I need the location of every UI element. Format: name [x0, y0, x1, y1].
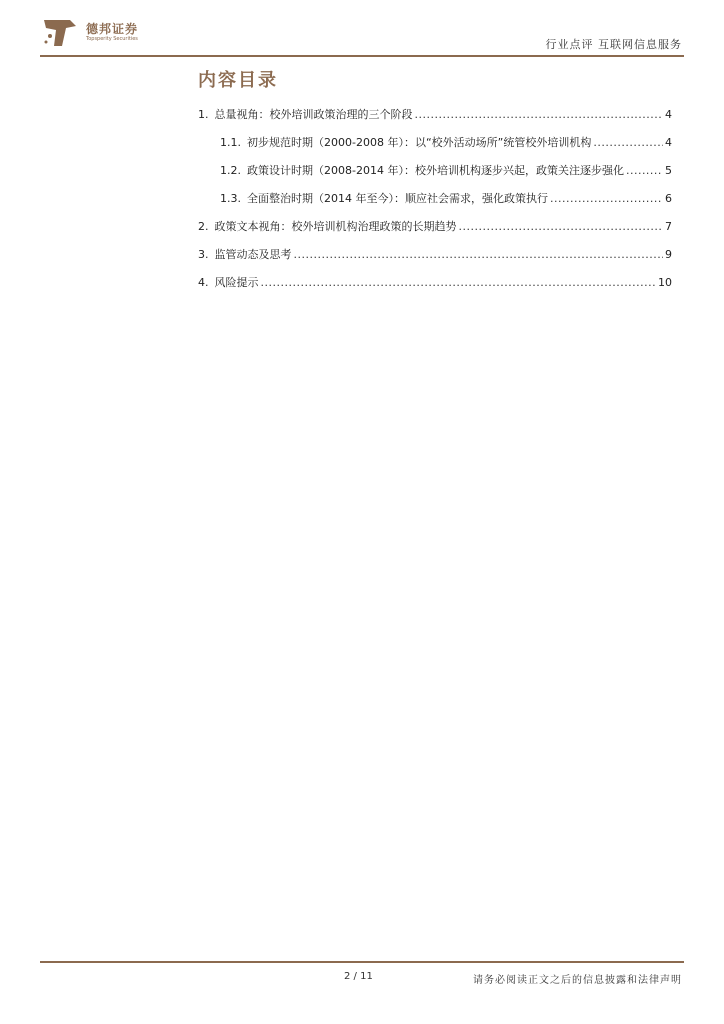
toc-entry-text: 政策设计时期（2008-2014 年）：校外培训机构逐步兴起，政策关注逐步强化 — [247, 164, 624, 177]
toc-entry-number: 2. — [198, 220, 209, 233]
company-logo-name: 德邦证券 — [86, 22, 139, 36]
toc-leader-dots — [261, 276, 657, 289]
toc-leader-dots — [459, 220, 664, 233]
toc-leader-dots — [593, 136, 663, 149]
toc-entry-3[interactable] — [198, 246, 672, 262]
toc-leader-dots — [415, 108, 664, 121]
toc-entry-page: 4 — [665, 136, 672, 149]
header-divider — [40, 55, 684, 57]
toc-entry-page: 6 — [665, 192, 672, 205]
toc-entry-page: 9 — [665, 248, 672, 261]
toc-entry-2[interactable] — [198, 218, 672, 234]
footer-divider — [40, 961, 684, 963]
toc-entry-page: 5 — [665, 164, 672, 177]
company-logo-icon — [40, 16, 80, 50]
toc-entry-number: 1. — [198, 108, 209, 121]
toc-entry-number: 1.1. — [220, 136, 241, 149]
toc-entry-number: 1.2. — [220, 164, 241, 177]
toc-entry-number: 4. — [198, 276, 209, 289]
toc-entry-text: 总量视角：校外培训政策治理的三个阶段 — [214, 108, 413, 121]
toc-entry-1-3[interactable] — [220, 190, 672, 206]
toc-leader-dots — [550, 192, 663, 205]
toc-entry-1-1[interactable] — [220, 134, 672, 150]
toc-entry-1-2[interactable] — [220, 162, 672, 178]
toc-entry-text: 政策文本视角：校外培训机构治理政策的长期趋势 — [214, 220, 457, 233]
page-header — [0, 0, 724, 60]
company-logo-subtitle: Topsperity Securities — [86, 36, 138, 42]
legal-disclaimer: 请务必阅读正文之后的信息披露和法律声明 — [473, 975, 682, 986]
toc-entry-text: 监管动态及思考 — [214, 248, 292, 261]
toc-entry-1[interactable] — [198, 106, 672, 122]
toc-entry-page: 4 — [665, 108, 672, 121]
toc-entry-number: 1.3. — [220, 192, 241, 205]
toc-entry-text: 初步规范时期（2000-2008 年）：以“校外活动场所”统管校外培训机构 — [247, 136, 592, 149]
toc-entry-number: 3. — [198, 248, 209, 261]
toc-leader-dots — [294, 248, 664, 261]
toc-entry-page: 10 — [658, 276, 672, 289]
toc-leader-dots — [626, 164, 663, 177]
toc-entry-page: 7 — [665, 220, 672, 233]
report-category: 行业点评 互联网信息服务 — [545, 38, 682, 51]
toc-title: 内容目录 — [198, 70, 278, 91]
toc-entry-4[interactable] — [198, 274, 672, 290]
toc-entry-text: 风险提示 — [214, 276, 259, 289]
page-number: 2 / 11 — [344, 971, 373, 982]
toc-entry-text: 全面整治时期（2014 年至今）：顺应社会需求，强化政策执行 — [247, 192, 548, 205]
